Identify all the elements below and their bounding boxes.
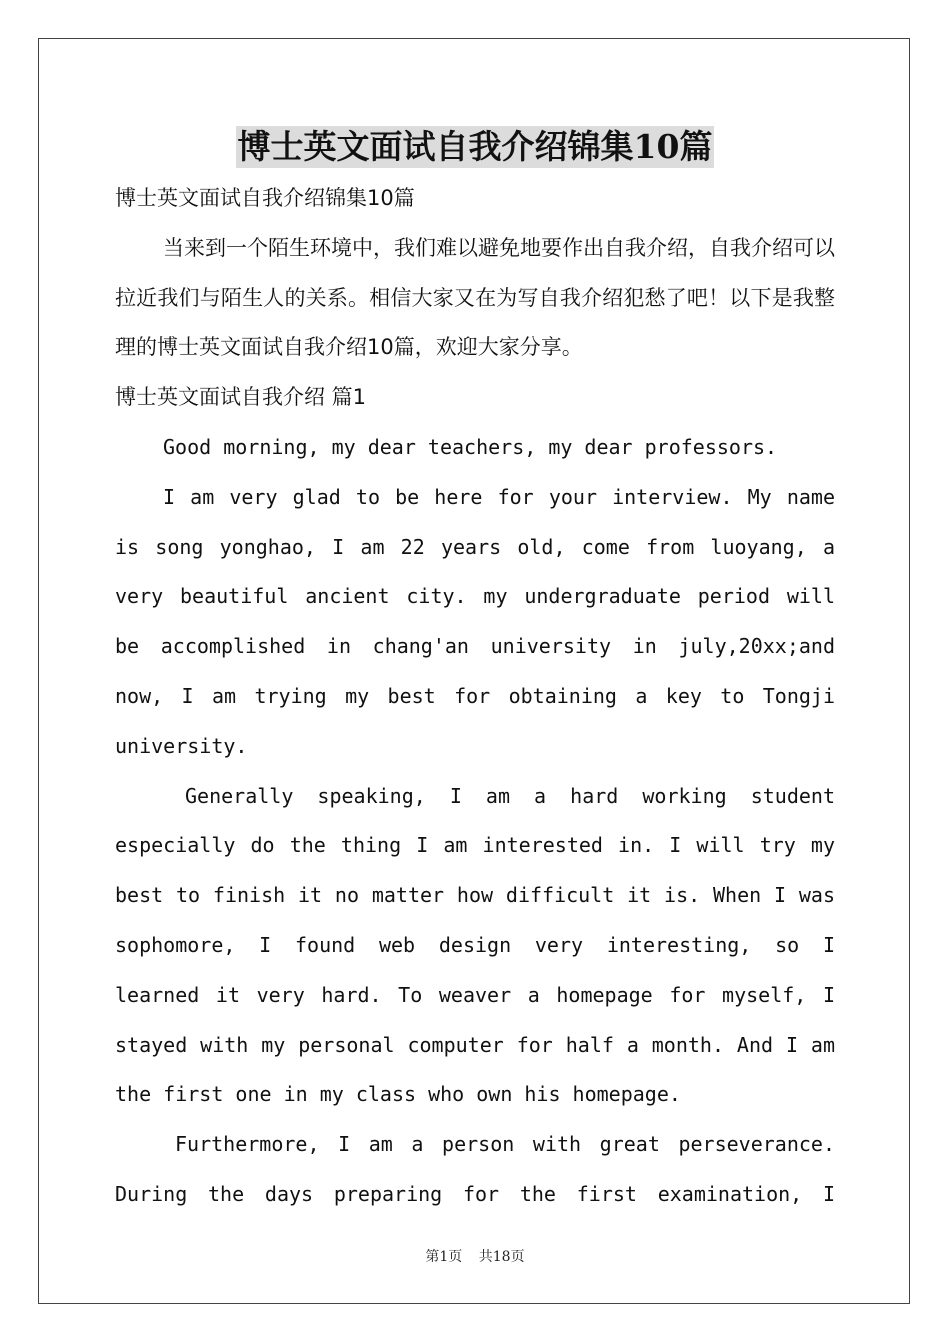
body-paragraph-2: I am very glad to be here for your interview. My name is song yonghao, I am 22 years old, come from luoyang, a very beautiful ancient city. my undergraduate period will be accomplished in chang'an university in july,20xx;and now, I am trying my best for obtaining a key to Tongji university. [115, 484, 835, 758]
body-paragraph-3: Generally speaking, I am a hard working student especially do the thing I am interested in. I will try my best to finish it no matter how difficult it is. When I was sophomore, I found web design very interesting, so I learned it very hard. To weaver a homepage for myself, I stayed with my personal computer for half a month. And I am the first one in my class who own his homepage. [115, 783, 835, 1107]
body-paragraph-1: Good morning, my dear teachers, my dear professors. [163, 434, 778, 459]
section-heading: 博士英文面试自我介绍 篇1 [115, 385, 367, 410]
document-title-container [0, 126, 950, 168]
page-total: 共18页 [478, 1249, 525, 1265]
document-subtitle: 博士英文面试自我介绍锦集10篇 [115, 186, 415, 210]
page-footer [0, 1246, 950, 1266]
intro-paragraph: 当来到一个陌生环境中，我们难以避免地要作出自我介绍，自我介绍可以拉近我们与陌生人的关系。相信大家又在为写自我介绍犯愁了吧！以下是我整理的博士英文面试自我介绍10篇，欢迎大家分享。 [115, 235, 835, 360]
document-title: 博士英文面试自我介绍锦集10篇 [237, 127, 713, 166]
page-number: 第1页 [425, 1249, 463, 1265]
document-body [115, 174, 835, 1220]
body-paragraph-4: Furthermore, I am a person with great perseverance. During the days preparing for the first examination, I [115, 1132, 835, 1206]
